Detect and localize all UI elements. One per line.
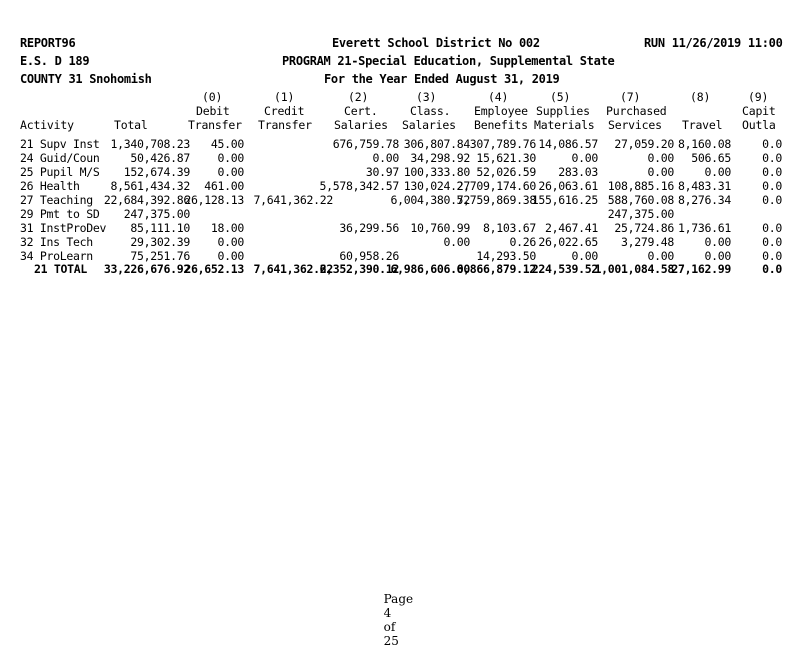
activity-cell: 29 Pmt to SD <box>20 207 100 221</box>
activity-cell: 21 Supv Inst <box>20 137 100 151</box>
amount-cell: 6,866,879.12 <box>456 262 536 276</box>
amount-cell: 0.26 <box>509 235 536 249</box>
col-heading: Supplies <box>536 104 590 118</box>
amount-cell: 7,641,362.22 <box>253 262 333 276</box>
amount-cell: 108,885.16 <box>607 179 674 193</box>
amount-cell: 6,004,380.72 <box>390 193 470 207</box>
amount-cell: 7,641,362.22 <box>253 193 333 207</box>
amount-cell: 30.97 <box>365 165 399 179</box>
amount-cell: 100,333.80 <box>403 165 470 179</box>
district-name: Everett School District No 002 <box>332 36 540 50</box>
col-heading: Class. <box>410 104 451 118</box>
fiscal-year: For the Year Ended August 31, 2019 <box>324 72 560 86</box>
page-number: 4 <box>383 606 392 620</box>
col-number: (1) <box>274 90 295 104</box>
amount-cell: 0.00 <box>704 249 731 263</box>
amount-cell: 0.0 <box>762 249 782 263</box>
col-number: (9) <box>748 90 769 104</box>
activity-cell: 26 Health <box>20 179 80 193</box>
amount-cell: 247,375.00 <box>607 207 674 221</box>
report-id: REPORT96 <box>20 36 76 50</box>
amount-cell: 85,111.10 <box>130 221 190 235</box>
amount-cell: 0.00 <box>704 165 731 179</box>
amount-cell: 5,759,869.38 <box>456 193 536 207</box>
amount-cell: 307,789.76 <box>469 137 536 151</box>
amount-cell: 0.0 <box>762 235 782 249</box>
activity-cell: 21 TOTAL <box>34 262 87 276</box>
amount-cell: 52,026.59 <box>476 165 536 179</box>
county-name: COUNTY 31 Snohomish <box>20 72 152 86</box>
amount-cell: 247,375.00 <box>123 207 190 221</box>
amount-cell: 0.0 <box>762 262 782 276</box>
amount-cell: 0.00 <box>217 249 244 263</box>
amount-cell: 8,561,434.32 <box>110 179 190 193</box>
col-heading: Purchased <box>606 104 667 118</box>
amount-cell: 8,160.08 <box>678 137 731 151</box>
col-number: (7) <box>620 90 641 104</box>
col-heading: Credit <box>264 104 305 118</box>
col-number: (4) <box>488 90 509 104</box>
col-heading: Benefits <box>474 118 528 132</box>
amount-cell: 26,063.61 <box>538 179 598 193</box>
run-timestamp: RUN 11/26/2019 11:00 <box>644 36 783 50</box>
amount-cell: 676,759.78 <box>332 137 399 151</box>
activity-cell: 27 Teaching <box>20 193 93 207</box>
amount-cell: 8,276.34 <box>678 193 731 207</box>
amount-cell: 75,251.76 <box>130 249 190 263</box>
amount-cell: 22,684,392.86 <box>103 193 190 207</box>
amount-cell: 0.0 <box>762 165 782 179</box>
amount-cell: 6,352,390.12 <box>319 262 399 276</box>
page-indicator <box>376 578 413 648</box>
amount-cell: 224,539.52 <box>531 262 598 276</box>
amount-cell: 50,426.87 <box>130 151 190 165</box>
amount-cell: 8,103.67 <box>483 221 536 235</box>
program-name: PROGRAM 21-Special Education, Supplemental State <box>282 54 615 68</box>
amount-cell: 36,299.56 <box>339 221 399 235</box>
col-heading: Activity <box>20 118 74 132</box>
amount-cell: 26,128.13 <box>184 193 244 207</box>
amount-cell: 2,467.41 <box>545 221 598 235</box>
amount-cell: 60,958.26 <box>339 249 399 263</box>
col-number: (8) <box>690 90 711 104</box>
col-number: (5) <box>550 90 571 104</box>
amount-cell: 5,578,342.57 <box>319 179 399 193</box>
amount-cell: 0.00 <box>647 151 674 165</box>
activity-cell: 25 Pupil M/S <box>20 165 100 179</box>
amount-cell: 10,760.99 <box>410 221 470 235</box>
activity-cell: 31 InstProDev <box>20 221 107 235</box>
amount-cell: 2,709,174.60 <box>456 179 536 193</box>
amount-cell: 27,059.20 <box>614 137 674 151</box>
amount-cell: 27,162.99 <box>671 262 731 276</box>
page-total: 25 <box>383 634 399 648</box>
amount-cell: 155,616.25 <box>531 193 598 207</box>
amount-cell: 34,298.92 <box>410 151 470 165</box>
col-heading: Salaries <box>334 118 388 132</box>
amount-cell: 0.00 <box>443 235 470 249</box>
col-heading: Transfer <box>258 118 312 132</box>
esd-id: E.S. D 189 <box>20 54 90 68</box>
amount-cell: 152,674.39 <box>123 165 190 179</box>
amount-cell: 130,024.27 <box>403 179 470 193</box>
amount-cell: 25,724.86 <box>614 221 674 235</box>
amount-cell: 0.0 <box>762 151 782 165</box>
col-heading: Materials <box>534 118 595 132</box>
amount-cell: 26,022.65 <box>538 235 598 249</box>
amount-cell: 0.00 <box>647 249 674 263</box>
amount-cell: 0.00 <box>217 165 244 179</box>
page-label: Page <box>383 592 414 606</box>
amount-cell: 0.00 <box>647 165 674 179</box>
amount-cell: 18.00 <box>210 221 244 235</box>
amount-cell: 15,621.30 <box>476 151 536 165</box>
amount-cell: 45.00 <box>210 137 244 151</box>
amount-cell: 0.00 <box>571 249 598 263</box>
amount-cell: 461.00 <box>204 179 244 193</box>
col-number: (2) <box>348 90 369 104</box>
amount-cell: 0.00 <box>372 151 399 165</box>
col-number: (0) <box>202 90 223 104</box>
col-heading: Salaries <box>402 118 456 132</box>
activity-cell: 24 Guid/Coun <box>20 151 100 165</box>
col-heading: Debit <box>196 104 230 118</box>
amount-cell: 0.00 <box>704 235 731 249</box>
activity-cell: 32 Ins Tech <box>20 235 93 249</box>
amount-cell: 0.0 <box>762 179 782 193</box>
amount-cell: 0.0 <box>762 137 782 151</box>
activity-cell: 34 ProLearn <box>20 249 93 263</box>
amount-cell: 3,279.48 <box>621 235 674 249</box>
of-label: of <box>383 620 396 634</box>
amount-cell: 1,001,084.58 <box>594 262 674 276</box>
amount-cell: 29,302.39 <box>130 235 190 249</box>
col-heading: Services <box>608 118 662 132</box>
col-heading: Employee <box>474 104 528 118</box>
col-heading: Cert. <box>344 104 378 118</box>
amount-cell: 0.00 <box>217 235 244 249</box>
col-heading: Outla <box>742 118 776 132</box>
amount-cell: 0.0 <box>762 221 782 235</box>
amount-cell: 8,483.31 <box>678 179 731 193</box>
amount-cell: 1,340,708.23 <box>110 137 190 151</box>
amount-cell: 0.00 <box>217 151 244 165</box>
amount-cell: 1,736.61 <box>678 221 731 235</box>
col-heading: Transfer <box>188 118 242 132</box>
amount-cell: 283.03 <box>558 165 598 179</box>
col-heading: Total <box>114 118 148 132</box>
amount-cell: 0.0 <box>762 193 782 207</box>
amount-cell: 33,226,676.92 <box>103 262 190 276</box>
col-number: (3) <box>416 90 437 104</box>
amount-cell: 0.00 <box>571 151 598 165</box>
amount-cell: 14,293.50 <box>476 249 536 263</box>
amount-cell: 6,986,606.00 <box>390 262 470 276</box>
col-heading: Travel <box>682 118 723 132</box>
amount-cell: 588,760.08 <box>607 193 674 207</box>
amount-cell: 14,086.57 <box>538 137 598 151</box>
amount-cell: 506.65 <box>691 151 731 165</box>
col-heading: Capit <box>742 104 776 118</box>
amount-cell: 306,807.84 <box>403 137 470 151</box>
amount-cell: 26,652.13 <box>184 262 244 276</box>
